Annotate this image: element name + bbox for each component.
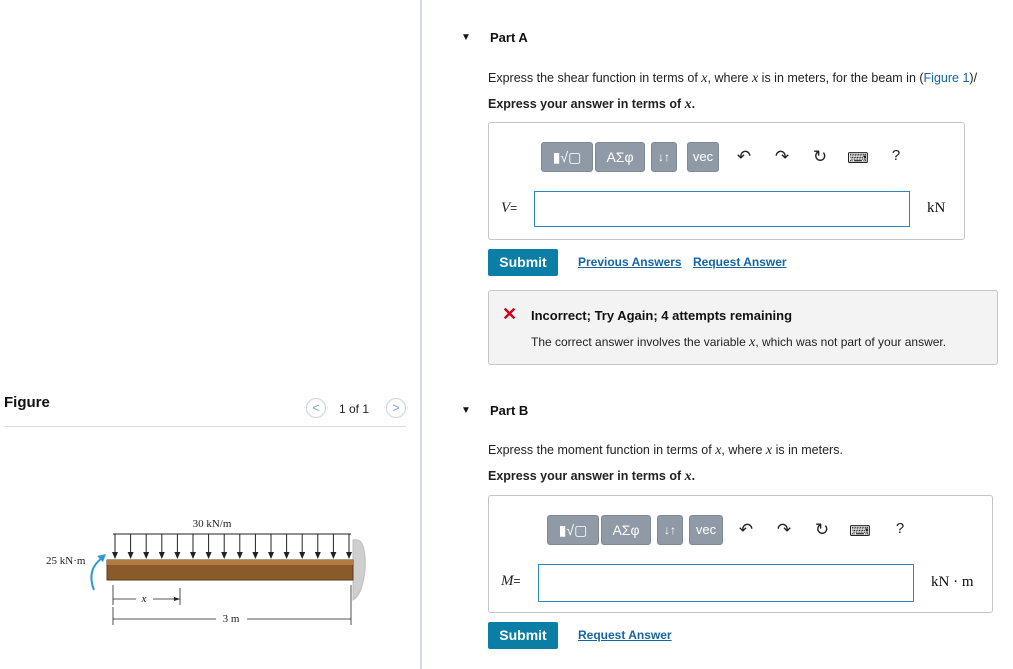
input-label: [501, 573, 521, 590]
beam-highlight: [107, 560, 353, 565]
part-b-request-answer-link[interactable]: Request Answer: [578, 628, 672, 642]
load-arrowhead: [174, 552, 180, 559]
subscript-superscript-button[interactable]: ↓↑: [657, 515, 683, 545]
load-arrowhead: [268, 552, 274, 559]
moment-arrow: [91, 558, 102, 590]
part-a-request-answer-link[interactable]: Request Answer: [693, 255, 787, 269]
x-label: x: [141, 593, 147, 605]
load-arrowhead: [284, 552, 290, 559]
undo-icon[interactable]: ↶: [738, 520, 754, 539]
part-b-title[interactable]: Part B: [490, 403, 529, 418]
greek-symbols-button[interactable]: ΑΣφ: [595, 142, 645, 172]
part-a-instruction: [488, 97, 695, 113]
prompt-text: , where: [721, 443, 766, 457]
math-variable: x: [765, 443, 773, 458]
feedback-detail: [531, 335, 946, 351]
equals-sign: =: [513, 574, 521, 588]
templates-button[interactable]: ▮√▢: [547, 515, 599, 545]
distributed-load-label: 30 kN/m: [192, 518, 232, 530]
keyboard-icon[interactable]: ⌨: [849, 523, 871, 540]
next-figure-button[interactable]: [386, 398, 406, 418]
equals-sign: =: [510, 201, 518, 215]
math-variable: M: [501, 573, 514, 589]
load-arrowhead: [190, 552, 196, 559]
vector-button[interactable]: vec: [689, 515, 723, 545]
part-b-math-toolbar: [547, 515, 927, 547]
load-arrows: [112, 534, 352, 559]
math-variable: x: [684, 469, 692, 484]
redo-icon[interactable]: ↷: [776, 520, 792, 539]
part-b-submit-button[interactable]: Submit: [488, 622, 558, 649]
load-arrowhead: [346, 552, 352, 559]
math-variable: V: [501, 200, 511, 216]
instruction-text: .: [691, 469, 696, 483]
part-a-prompt: [488, 71, 977, 87]
load-arrowhead: [299, 552, 305, 559]
instruction-text: Express your answer in terms of: [488, 469, 685, 483]
load-arrowhead: [128, 552, 134, 559]
help-icon[interactable]: ?: [895, 520, 905, 537]
prompt-text: )/: [969, 71, 978, 85]
figure-pager-text: 1 of 1: [339, 402, 370, 416]
prompt-text: Express the moment function in terms of: [488, 443, 716, 457]
part-b-toggle-icon[interactable]: ▼: [461, 405, 471, 416]
math-variable: x: [715, 443, 722, 458]
math-variable: x: [749, 335, 756, 350]
redo-icon[interactable]: ↷: [774, 147, 790, 166]
math-variable: x: [751, 71, 759, 86]
feedback-box: [488, 290, 998, 365]
feedback-title: Incorrect; Try Again; 4 attempts remaining: [531, 308, 793, 323]
load-arrowhead: [330, 552, 336, 559]
prompt-text: , where: [707, 71, 752, 85]
math-variable: x: [701, 71, 708, 86]
input-label: [501, 200, 517, 217]
part-b-answer-box: [488, 495, 993, 613]
load-arrowhead: [112, 552, 118, 559]
prompt-text: Express the shear function in terms of: [488, 71, 702, 85]
instruction-text: Express your answer in terms of: [488, 97, 685, 111]
error-icon: ✕: [502, 304, 518, 324]
beam-diagram[interactable]: [40, 510, 380, 635]
keyboard-icon[interactable]: ⌨: [847, 150, 869, 167]
unit-label: kN: [927, 200, 946, 216]
math-variable: x: [684, 97, 692, 112]
vector-button[interactable]: vec: [687, 142, 719, 172]
chevron-left-icon: <: [312, 400, 320, 415]
shear-answer-input[interactable]: [534, 191, 910, 227]
part-a-answer-box: [488, 122, 965, 240]
feedback-text: The correct answer involves the variable: [531, 335, 750, 349]
length-label: 3 m: [222, 613, 240, 625]
part-b-instruction: [488, 469, 695, 485]
part-a-title[interactable]: Part A: [490, 30, 528, 45]
load-arrowhead: [221, 552, 227, 559]
load-arrowhead: [206, 552, 212, 559]
divider: [4, 426, 406, 427]
load-arrowhead: [315, 552, 321, 559]
figure-panel: [0, 0, 422, 669]
moment-answer-input[interactable]: [538, 564, 914, 602]
previous-answers-link[interactable]: Previous Answers: [578, 255, 682, 269]
prompt-text: is in meters.: [772, 443, 843, 457]
fixed-wall: [353, 540, 365, 600]
templates-button[interactable]: ▮√▢: [541, 142, 593, 172]
help-icon[interactable]: ?: [891, 147, 901, 164]
subscript-superscript-button[interactable]: ↓↑: [651, 142, 677, 172]
part-a-math-toolbar: [541, 142, 921, 174]
instruction-text: .: [691, 97, 696, 111]
load-arrowhead: [159, 552, 165, 559]
load-arrowhead: [252, 552, 258, 559]
reset-icon[interactable]: ↻: [814, 520, 830, 539]
greek-symbols-button[interactable]: ΑΣφ: [601, 515, 651, 545]
moment-label: 25 kN·m: [46, 555, 86, 567]
part-a-submit-button[interactable]: Submit: [488, 249, 558, 276]
x-dim-arrowhead: [174, 597, 180, 601]
chevron-right-icon: >: [392, 400, 400, 415]
prompt-text: is in meters, for the beam in (: [758, 71, 924, 85]
prev-figure-button[interactable]: [306, 398, 326, 418]
undo-icon[interactable]: ↶: [736, 147, 752, 166]
load-arrowhead: [237, 552, 243, 559]
load-arrowhead: [143, 552, 149, 559]
part-a-toggle-icon[interactable]: ▼: [461, 32, 471, 43]
figure-link[interactable]: Figure 1: [923, 71, 970, 85]
unit-label: kN · m: [931, 574, 974, 590]
part-b-prompt: [488, 443, 843, 459]
figure-heading: Figure: [4, 394, 50, 411]
reset-icon[interactable]: ↻: [812, 147, 828, 166]
feedback-text: , which was not part of your answer.: [755, 335, 947, 349]
